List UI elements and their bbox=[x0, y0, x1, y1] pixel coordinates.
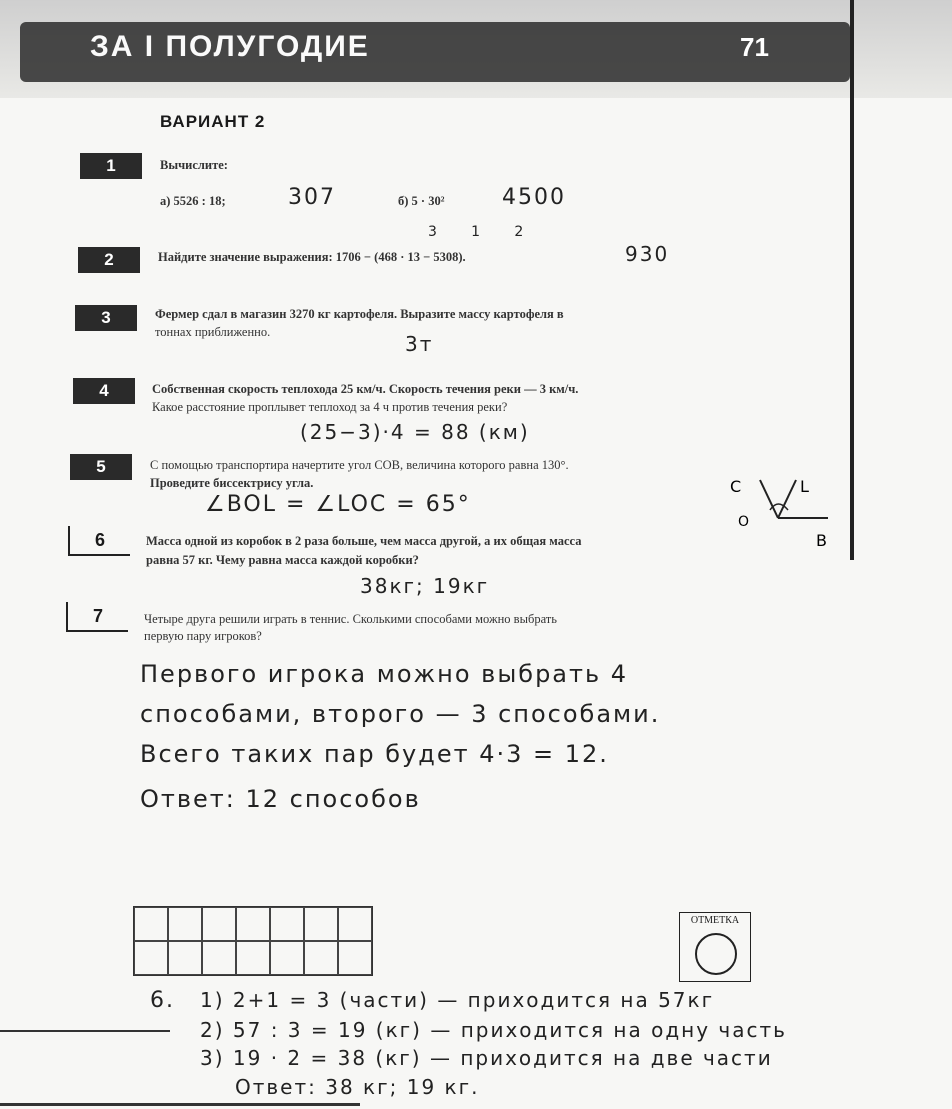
task-6-answer: 38кг; 19кг bbox=[360, 574, 490, 598]
header-title: ЗА I ПОЛУГОДИЕ bbox=[90, 30, 370, 63]
task-1-answer-b: 4500 bbox=[502, 185, 566, 210]
task-2-answer: 930 bbox=[625, 242, 670, 266]
grade-circle bbox=[695, 933, 737, 975]
grid-cell bbox=[304, 907, 338, 941]
grid-cell bbox=[168, 941, 202, 975]
grid-cell bbox=[202, 907, 236, 941]
ray-oc bbox=[760, 480, 778, 518]
label-o: O bbox=[738, 514, 750, 530]
task-4-prompt-line1: Собственная скорость теплохода 25 км/ч. Скорость течения реки — 3 км/ч. bbox=[152, 382, 579, 396]
bisector-sketch bbox=[730, 470, 840, 550]
solution-7-line-3: Всего таких пар будет 4·3 = 12. bbox=[140, 740, 609, 768]
page-number: 71 bbox=[740, 32, 769, 62]
variant-title: ВАРИАНТ 2 bbox=[160, 112, 266, 131]
label-c: C bbox=[730, 477, 742, 496]
grid-cell bbox=[134, 907, 168, 941]
solution-6-line-2: 2) 57 : 3 = 19 (кг) — приходится на одну часть bbox=[200, 1018, 787, 1042]
solution-7-line-2: способами, второго — 3 способами. bbox=[140, 700, 661, 728]
task-1-part-b: б) 5 · 30² bbox=[398, 194, 445, 208]
task-2-number: 2 bbox=[78, 247, 140, 273]
task-5-answer: ∠BOL = ∠LOC = 65° bbox=[205, 492, 471, 517]
task-3-answer: 3т bbox=[405, 332, 434, 356]
label-b: B bbox=[816, 531, 827, 550]
task-7-prompt-line2: первую пару игроков? bbox=[144, 629, 262, 643]
grid-cell bbox=[236, 907, 270, 941]
grid-cell bbox=[338, 941, 372, 975]
solution-6-line-1: 1) 2+1 = 3 (части) — приходится на 57кг bbox=[200, 988, 715, 1012]
answer-grid bbox=[133, 906, 373, 976]
solution-6-label: 6. bbox=[150, 988, 175, 1013]
grade-box-label: ОТМЕТКА bbox=[690, 915, 740, 926]
page-bottom-rule bbox=[0, 1103, 360, 1106]
task-1-prompt: Вычислите: bbox=[160, 158, 228, 172]
solution-6-line-3: 3) 19 · 2 = 38 (кг) — приходится на две части bbox=[200, 1046, 773, 1070]
grid-cell bbox=[236, 941, 270, 975]
grid-cell bbox=[304, 941, 338, 975]
page-edge-line bbox=[850, 0, 854, 560]
grid-cell bbox=[338, 907, 372, 941]
grade-box bbox=[679, 912, 751, 982]
task-1-number: 1 bbox=[80, 153, 142, 179]
task-3-prompt-line1: Фермер сдал в магазин 3270 кг картофеля. Выразите массу картофеля в bbox=[155, 307, 564, 321]
solution-7-line-4: Ответ: 12 способов bbox=[140, 785, 421, 813]
ray-ol bbox=[778, 480, 796, 518]
task-5-prompt-line2: Проведите биссектрису угла. bbox=[150, 476, 314, 490]
task-6-number: 6 bbox=[68, 526, 130, 556]
task-4-answer: (25−3)·4 = 88 (км) bbox=[300, 420, 530, 444]
task-1-answer-a: 307 bbox=[288, 185, 336, 210]
grid-cell bbox=[168, 907, 202, 941]
task-7-number: 7 bbox=[66, 602, 128, 632]
task-5-number: 5 bbox=[70, 454, 132, 480]
label-l: L bbox=[800, 477, 809, 496]
task-5-prompt-line1: С помощью транспортира начертите угол COB, величина которого равна 130°. bbox=[150, 458, 569, 472]
grid-cell bbox=[270, 941, 304, 975]
task-3-prompt-line2: тоннах приближенно. bbox=[155, 325, 271, 339]
solution-6-answer: Ответ: 38 кг; 19 кг. bbox=[235, 1075, 480, 1099]
task-3-number: 3 bbox=[75, 305, 137, 331]
task-1-part-a: а) 5526 : 18; bbox=[160, 194, 226, 208]
task-2-order-marks: 3 1 2 bbox=[428, 224, 526, 240]
page-edge-line-bottom bbox=[0, 1030, 170, 1032]
task-2-prompt: Найдите значение выражения: 1706 − (468 · 13 − 5308). bbox=[158, 250, 466, 264]
grid-cell bbox=[202, 941, 236, 975]
task-4-prompt-line2: Какое расстояние проплывет теплоход за 4 ч против течения реки? bbox=[152, 400, 508, 414]
grid-cell bbox=[270, 907, 304, 941]
page-header bbox=[0, 0, 952, 98]
task-6-prompt-line1: Масса одной из коробок в 2 раза больше, чем масса другой, а их общая масса bbox=[146, 534, 582, 548]
grid-cell bbox=[134, 941, 168, 975]
task-6-prompt-line2: равна 57 кг. Чему равна масса каждой коробки? bbox=[146, 553, 419, 567]
task-4-number: 4 bbox=[73, 378, 135, 404]
task-7-prompt-line1: Четыре друга решили играть в теннис. Сколькими способами можно выбрать bbox=[144, 612, 557, 626]
solution-7-line-1: Первого игрока можно выбрать 4 bbox=[140, 660, 629, 688]
